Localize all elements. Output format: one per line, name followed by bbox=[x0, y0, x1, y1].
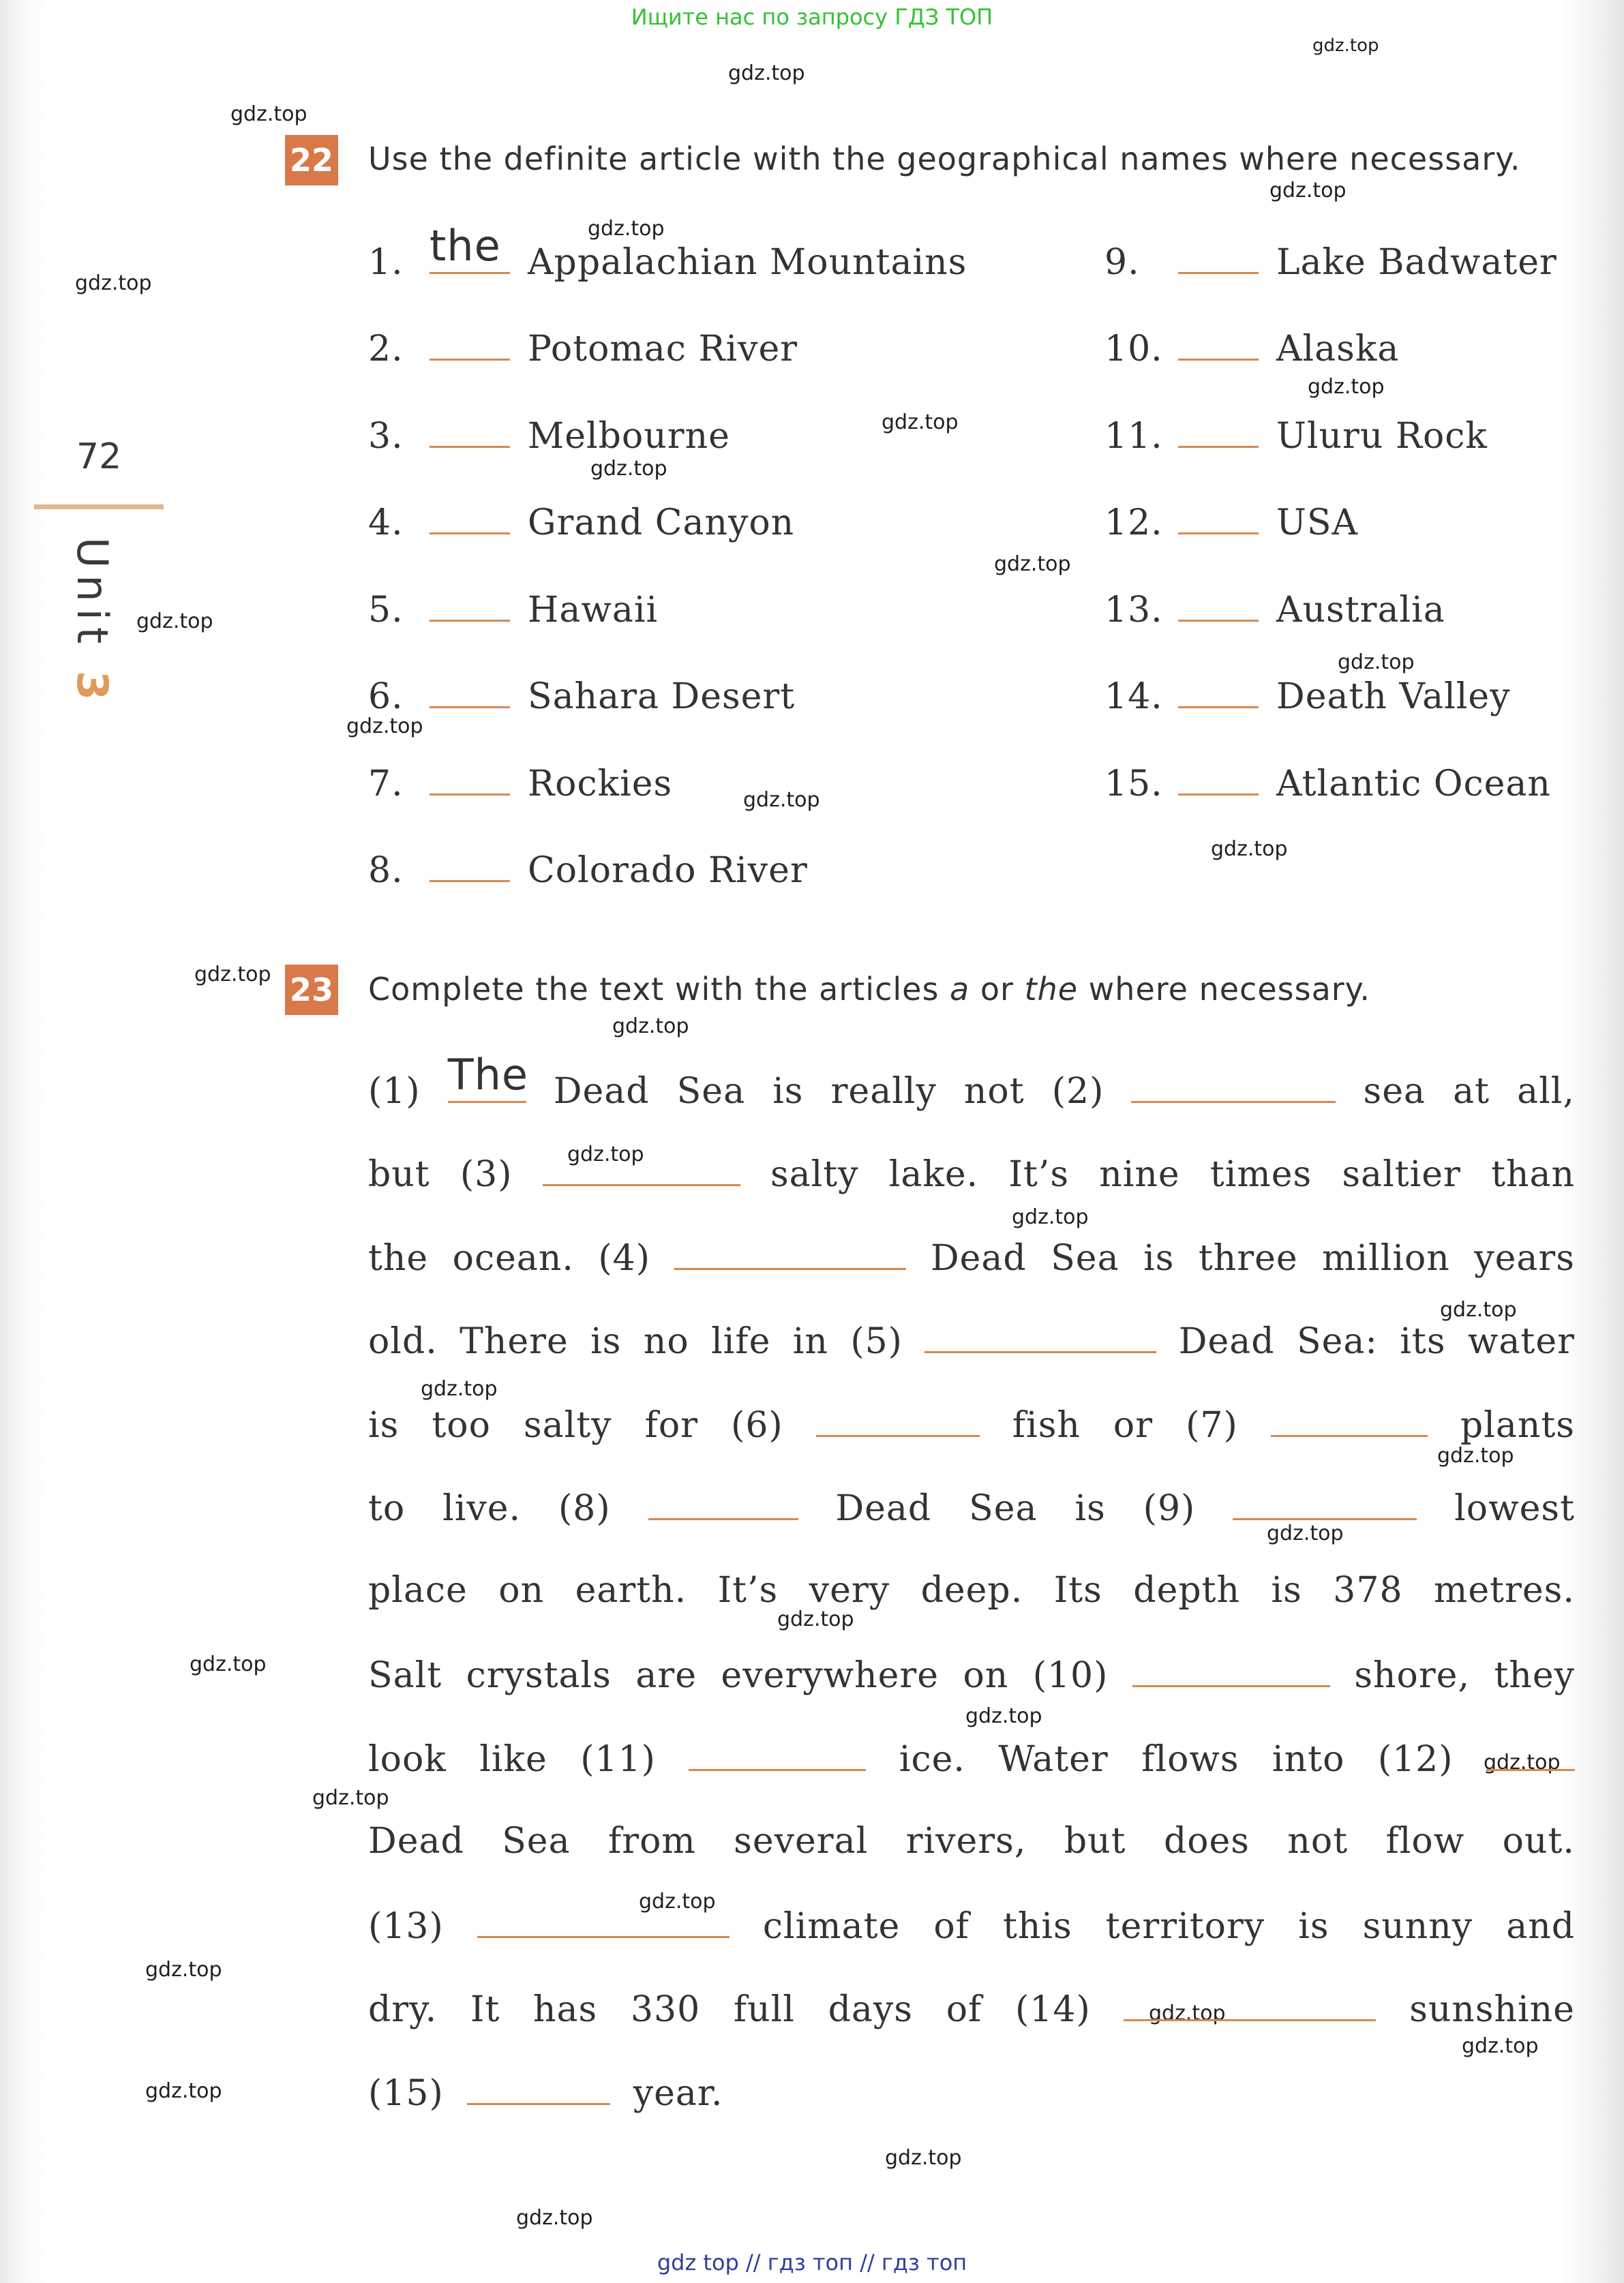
text-word: Dead bbox=[1178, 1321, 1275, 1363]
text-word: on bbox=[498, 1570, 545, 1611]
watermark: gdz.top bbox=[639, 1890, 716, 1914]
watermark: gdz.top bbox=[882, 410, 959, 434]
text-word: earth. bbox=[575, 1570, 687, 1611]
text-word: lake. bbox=[888, 1154, 979, 1196]
watermark: gdz.top bbox=[516, 2206, 593, 2230]
exercise-22-item bbox=[368, 849, 808, 892]
text-word: (6) bbox=[731, 1404, 783, 1446]
text-word: its bbox=[1400, 1321, 1446, 1363]
text-line bbox=[368, 1904, 1575, 1947]
item-number: 3. bbox=[368, 415, 404, 457]
answer-blank[interactable] bbox=[447, 1049, 529, 1103]
text-word: ice. bbox=[899, 1738, 965, 1780]
text-line bbox=[368, 1988, 1575, 2031]
text-word: fish bbox=[1012, 1404, 1081, 1446]
text-word: is bbox=[1298, 1905, 1329, 1947]
text-line bbox=[368, 1737, 1575, 1780]
geographical-name: Uluru Rock bbox=[1276, 415, 1488, 457]
answer-blank[interactable] bbox=[430, 588, 510, 622]
text-word: salty bbox=[770, 1154, 859, 1196]
watermark: gdz.top bbox=[728, 61, 805, 85]
text-word: Salt bbox=[368, 1655, 442, 1697]
text-word: or bbox=[1113, 1404, 1154, 1446]
bottom-banner[interactable]: gdz top // гдз топ // гдз топ bbox=[657, 2250, 967, 2276]
answer-blank[interactable] bbox=[1132, 1654, 1330, 1688]
watermark: gdz.top bbox=[885, 2146, 962, 2170]
watermark: gdz.top bbox=[743, 788, 820, 812]
geographical-name: Potomac River bbox=[528, 329, 798, 370]
text-word: (1) bbox=[368, 1070, 421, 1112]
text-word: Sea bbox=[969, 1488, 1038, 1530]
answer-blank[interactable] bbox=[1178, 327, 1259, 361]
text-word: but bbox=[368, 1154, 430, 1196]
text-word: three bbox=[1198, 1237, 1298, 1279]
text-word: lowest bbox=[1454, 1488, 1575, 1530]
text-word: several bbox=[734, 1820, 869, 1862]
geographical-name: USA bbox=[1276, 502, 1358, 544]
answer-blank[interactable] bbox=[1486, 1737, 1575, 1771]
answer-blank[interactable] bbox=[477, 1904, 730, 1938]
watermark: gdz.top bbox=[567, 1143, 644, 1166]
exercise-22-item bbox=[368, 501, 794, 544]
text-line bbox=[368, 1570, 1575, 1611]
text-word: territory bbox=[1105, 1905, 1265, 1947]
text-word: 330 bbox=[630, 1989, 701, 2031]
text-word: is bbox=[368, 1404, 400, 1446]
text-word: is bbox=[1074, 1488, 1106, 1530]
instruction-article-the: the bbox=[1024, 971, 1079, 1008]
text-word: (11) bbox=[580, 1738, 656, 1780]
text-word: Dead bbox=[930, 1237, 1027, 1279]
text-word: Sea bbox=[676, 1070, 746, 1112]
text-word: not bbox=[1287, 1820, 1349, 1862]
geographical-name: Grand Canyon bbox=[528, 502, 795, 544]
item-number: 5. bbox=[368, 589, 404, 631]
text-word: on bbox=[963, 1655, 1009, 1697]
text-word: not bbox=[963, 1070, 1025, 1112]
text-line bbox=[368, 1821, 1575, 1862]
watermark: gdz.top bbox=[1149, 2001, 1226, 2025]
geographical-name: Hawaii bbox=[528, 589, 659, 631]
item-number: 12. bbox=[1104, 502, 1163, 544]
text-word: There bbox=[460, 1321, 569, 1363]
item-number: 2. bbox=[368, 329, 404, 370]
text-word: million bbox=[1322, 1237, 1450, 1279]
handwritten-answer: the bbox=[430, 220, 501, 271]
geographical-name: Sahara Desert bbox=[528, 676, 796, 718]
exercise-22-item bbox=[1104, 675, 1511, 718]
text-word: sea bbox=[1363, 1070, 1426, 1112]
text-word: is bbox=[1143, 1237, 1175, 1279]
exercise-22-item bbox=[368, 675, 795, 718]
exercise-22-badge: 22 bbox=[285, 135, 338, 185]
watermark: gdz.top bbox=[612, 1014, 689, 1038]
text-word: everywhere bbox=[721, 1655, 939, 1697]
answer-blank[interactable] bbox=[467, 2071, 610, 2105]
watermark: gdz.top bbox=[75, 271, 152, 295]
answer-blank[interactable] bbox=[924, 1320, 1156, 1354]
text-word: sunny bbox=[1362, 1905, 1473, 1947]
watermark: gdz.top bbox=[777, 1607, 854, 1631]
watermark: gdz.top bbox=[1484, 1751, 1561, 1774]
item-number: 11. bbox=[1104, 415, 1163, 457]
geographical-name: Australia bbox=[1276, 589, 1445, 631]
watermark: gdz.top bbox=[312, 1786, 389, 1810]
text-word: Dead bbox=[835, 1488, 932, 1530]
text-word: this bbox=[1002, 1905, 1072, 1947]
text-word: (3) bbox=[460, 1154, 513, 1196]
text-word: Dead bbox=[553, 1070, 650, 1112]
item-number: 8. bbox=[368, 850, 404, 892]
text-line bbox=[368, 1654, 1575, 1697]
watermark: gdz.top bbox=[588, 217, 665, 241]
item-number: 14. bbox=[1104, 676, 1163, 718]
text-word: flows bbox=[1141, 1738, 1239, 1780]
geographical-name: Rockies bbox=[528, 763, 673, 804]
watermark: gdz.top bbox=[1012, 1205, 1089, 1229]
item-number: 1. bbox=[368, 241, 404, 283]
text-word: sunshine bbox=[1409, 1989, 1575, 2031]
watermark: gdz.top bbox=[190, 1652, 267, 1676]
watermark: gdz.top bbox=[965, 1704, 1042, 1728]
text-word: (9) bbox=[1143, 1488, 1196, 1530]
text-word: but bbox=[1064, 1820, 1126, 1862]
text-word: very bbox=[809, 1570, 890, 1611]
text-line bbox=[368, 1320, 1575, 1363]
text-word: than bbox=[1491, 1154, 1575, 1196]
item-number: 10. bbox=[1104, 329, 1163, 370]
watermark: gdz.top bbox=[194, 963, 271, 986]
exercise-22-item bbox=[1104, 327, 1399, 370]
watermark: gdz.top bbox=[136, 609, 213, 633]
unit-number: 3 bbox=[67, 670, 117, 708]
text-word: at bbox=[1453, 1070, 1490, 1112]
text-word: It’s bbox=[1008, 1154, 1070, 1196]
text-word: Sea bbox=[1051, 1237, 1119, 1279]
text-word: from bbox=[608, 1820, 696, 1862]
text-line bbox=[368, 1153, 1575, 1196]
text-word: like bbox=[479, 1738, 547, 1780]
text-word: crystals bbox=[466, 1655, 612, 1697]
unit-divider bbox=[34, 504, 164, 509]
watermark: gdz.top bbox=[346, 714, 423, 738]
text-word: for bbox=[644, 1404, 698, 1446]
instruction-article-a: a bbox=[950, 971, 970, 1008]
text-word: (13) bbox=[368, 1905, 444, 1947]
watermark: gdz.top bbox=[1308, 375, 1385, 399]
text-word: and bbox=[1506, 1905, 1575, 1947]
watermark: gdz.top bbox=[145, 2079, 222, 2103]
text-word: shore, bbox=[1354, 1655, 1470, 1697]
text-word: years bbox=[1474, 1237, 1575, 1279]
text-word: (7) bbox=[1186, 1404, 1238, 1446]
text-word: is bbox=[590, 1321, 622, 1363]
text-line bbox=[368, 1049, 1575, 1112]
text-word: Dead bbox=[368, 1820, 464, 1862]
exercise-22-item bbox=[1104, 501, 1358, 544]
geographical-name: Atlantic Ocean bbox=[1276, 763, 1551, 804]
text-word: Sea bbox=[502, 1820, 571, 1862]
text-word: in bbox=[792, 1321, 828, 1363]
text-word: flow bbox=[1385, 1820, 1465, 1862]
answer-blank[interactable] bbox=[674, 1236, 906, 1270]
text-word: It bbox=[470, 1989, 500, 2031]
handwritten-answer: The bbox=[447, 1049, 529, 1100]
answer-blank[interactable] bbox=[1178, 588, 1259, 622]
text-word: metres. bbox=[1434, 1570, 1575, 1611]
text-word: (10) bbox=[1032, 1655, 1109, 1697]
item-number: 15. bbox=[1104, 763, 1163, 804]
text-word: times bbox=[1209, 1154, 1312, 1196]
text-word: live. bbox=[442, 1488, 522, 1530]
item-number: 13. bbox=[1104, 589, 1163, 631]
text-word: is bbox=[772, 1070, 804, 1112]
text-word: It’s bbox=[717, 1570, 779, 1611]
text-line bbox=[368, 1487, 1575, 1530]
instruction-text: where necessary. bbox=[1078, 971, 1370, 1008]
text-word: year. bbox=[633, 2072, 723, 2114]
geographical-name: Melbourne bbox=[528, 415, 730, 457]
answer-blank[interactable] bbox=[430, 501, 510, 535]
text-word: saltier bbox=[1342, 1154, 1461, 1196]
text-word: has bbox=[533, 1989, 598, 2031]
answer-blank[interactable] bbox=[1178, 761, 1259, 796]
watermark: gdz.top bbox=[994, 552, 1071, 576]
answer-blank[interactable] bbox=[430, 327, 510, 361]
exercise-22-item bbox=[1104, 588, 1445, 631]
exercise-23-badge: 23 bbox=[285, 965, 338, 1015]
answer-blank[interactable] bbox=[1178, 414, 1259, 448]
text-word: Water bbox=[998, 1738, 1109, 1780]
text-word: Sea: bbox=[1296, 1321, 1378, 1363]
text-word: full bbox=[733, 1989, 795, 2031]
answer-blank[interactable] bbox=[1124, 1988, 1376, 2022]
watermark: gdz.top bbox=[1462, 2034, 1539, 2058]
text-word: into bbox=[1272, 1738, 1345, 1780]
instruction-text: or bbox=[969, 971, 1025, 1008]
text-word: depth bbox=[1133, 1570, 1241, 1611]
text-word: (2) bbox=[1051, 1070, 1104, 1112]
text-word: 378 bbox=[1333, 1570, 1403, 1611]
unit-word: Unit bbox=[67, 537, 117, 651]
exercise-23-instruction bbox=[368, 971, 1370, 1008]
text-word: of bbox=[933, 1905, 969, 1947]
text-word: plants bbox=[1460, 1404, 1575, 1446]
answer-blank[interactable] bbox=[543, 1153, 740, 1187]
text-word: rivers, bbox=[905, 1820, 1027, 1862]
answer-blank[interactable] bbox=[430, 675, 510, 709]
instruction-text: Complete the text with the articles bbox=[368, 971, 950, 1008]
text-word: all, bbox=[1517, 1070, 1575, 1112]
text-word: (8) bbox=[558, 1488, 611, 1530]
text-word: of bbox=[946, 1989, 982, 2031]
text-word: dry. bbox=[368, 1989, 438, 2031]
geographical-name: Colorado River bbox=[528, 850, 808, 892]
answer-blank[interactable] bbox=[430, 414, 510, 448]
text-word: climate bbox=[762, 1905, 901, 1947]
text-word: old. bbox=[368, 1321, 438, 1363]
watermark: gdz.top bbox=[1437, 1444, 1514, 1468]
answer-blank[interactable] bbox=[1233, 1487, 1417, 1521]
geographical-name: Appalachian Mountains bbox=[528, 241, 967, 283]
answer-blank[interactable] bbox=[1178, 675, 1259, 709]
text-word: to bbox=[368, 1488, 406, 1530]
watermark: gdz.top bbox=[1338, 650, 1415, 674]
text-line bbox=[368, 2071, 1575, 2114]
watermark: gdz.top bbox=[421, 1377, 498, 1401]
text-word: are bbox=[635, 1655, 697, 1697]
exercise-22-item bbox=[368, 761, 672, 804]
text-word: is bbox=[1271, 1570, 1302, 1611]
text-word: (14) bbox=[1015, 1989, 1091, 2031]
geographical-name: Death Valley bbox=[1276, 676, 1511, 718]
text-word: does bbox=[1163, 1820, 1250, 1862]
answer-blank[interactable] bbox=[648, 1487, 798, 1521]
text-word: no bbox=[643, 1321, 689, 1363]
exercise-22-instruction: Use the definite article with the geographical names where necessary. bbox=[368, 140, 1521, 177]
text-word: too bbox=[432, 1404, 491, 1446]
text-word: out. bbox=[1502, 1820, 1575, 1862]
answer-blank[interactable] bbox=[1178, 240, 1259, 274]
text-word: deep. bbox=[920, 1570, 1023, 1611]
exercise-22-item bbox=[368, 327, 798, 370]
answer-blank[interactable] bbox=[1178, 501, 1259, 535]
geographical-name: Lake Badwater bbox=[1276, 241, 1557, 283]
text-word: (5) bbox=[850, 1321, 903, 1363]
text-word: nine bbox=[1099, 1154, 1180, 1196]
watermark: gdz.top bbox=[1312, 35, 1379, 56]
exercise-22-item bbox=[1104, 761, 1551, 804]
item-number: 4. bbox=[368, 502, 404, 544]
answer-blank[interactable] bbox=[430, 761, 510, 796]
answer-blank[interactable] bbox=[689, 1737, 866, 1771]
text-word: Its bbox=[1053, 1570, 1102, 1611]
exercise-22-item bbox=[1104, 414, 1488, 457]
watermark: gdz.top bbox=[145, 1958, 222, 1982]
page-number: 72 bbox=[76, 436, 122, 477]
answer-blank[interactable] bbox=[1131, 1069, 1336, 1103]
top-banner[interactable]: Ищите нас по запросу ГДЗ ТОП bbox=[631, 4, 993, 30]
exercise-22-item bbox=[368, 414, 730, 457]
text-word: they bbox=[1494, 1655, 1575, 1697]
answer-blank[interactable] bbox=[816, 1403, 980, 1437]
text-word: the bbox=[368, 1237, 429, 1279]
text-line bbox=[368, 1403, 1575, 1446]
answer-blank[interactable] bbox=[1271, 1403, 1428, 1437]
exercise-22-item bbox=[1104, 240, 1557, 283]
watermark: gdz.top bbox=[1211, 837, 1288, 861]
text-word: (4) bbox=[598, 1237, 651, 1279]
item-number: 9. bbox=[1104, 241, 1140, 283]
text-word: place bbox=[368, 1570, 468, 1611]
exercise-22-item bbox=[368, 588, 658, 631]
watermark: gdz.top bbox=[1269, 179, 1347, 202]
watermark: gdz.top bbox=[590, 457, 667, 481]
item-number: 7. bbox=[368, 763, 404, 804]
text-word: ocean. bbox=[452, 1237, 574, 1279]
text-word: (15) bbox=[368, 2072, 444, 2114]
text-word: water bbox=[1467, 1321, 1575, 1363]
text-line bbox=[368, 1236, 1575, 1279]
text-word: look bbox=[368, 1738, 447, 1780]
text-word: life bbox=[711, 1321, 771, 1363]
item-number: 6. bbox=[368, 676, 404, 718]
text-word: really bbox=[830, 1070, 937, 1112]
watermark: gdz.top bbox=[1440, 1298, 1517, 1322]
answer-blank[interactable] bbox=[430, 849, 510, 883]
unit-label bbox=[67, 537, 117, 707]
text-word: days bbox=[828, 1989, 913, 2031]
watermark: gdz.top bbox=[1267, 1522, 1344, 1545]
text-word: (12) bbox=[1377, 1738, 1454, 1780]
geographical-name: Alaska bbox=[1276, 329, 1400, 370]
watermark: gdz.top bbox=[230, 102, 307, 126]
text-word: salty bbox=[523, 1404, 612, 1446]
answer-blank[interactable] bbox=[430, 220, 510, 274]
